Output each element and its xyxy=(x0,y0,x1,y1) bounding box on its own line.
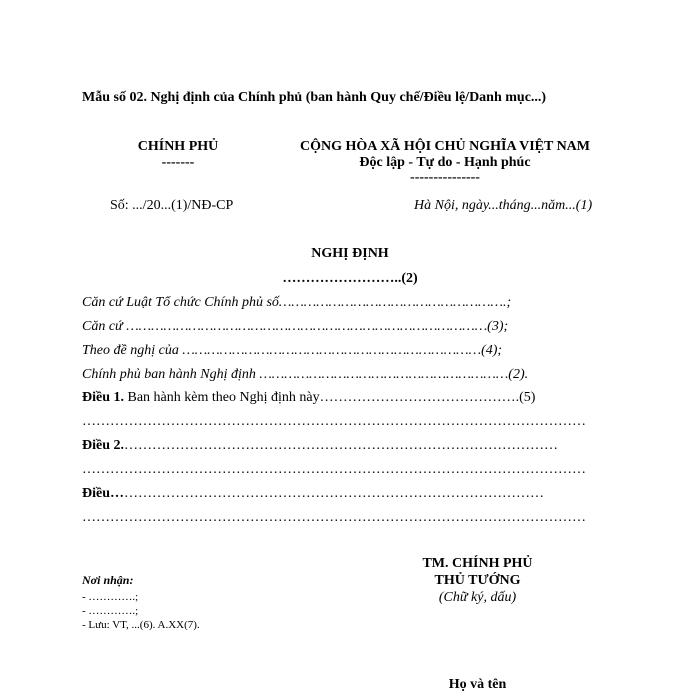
article-n-continuation: ……………………………………………………………………………………………… xyxy=(82,510,586,525)
signer-name: Họ và tên xyxy=(448,677,507,692)
legal-basis-4: Chính phủ ban hành Nghị định ……………………………………………………(2). xyxy=(82,367,529,382)
article-1-continuation: ……………………………………………………………………………………………… xyxy=(82,414,586,429)
country-name: CỘNG HÒA XÃ HỘI CHỦ NGHĨA VIỆT NAM xyxy=(299,139,590,154)
document-title: NGHỊ ĐỊNH xyxy=(311,246,389,261)
article-1 xyxy=(82,390,535,406)
signature-note: (Chữ ký, dấu) xyxy=(438,590,517,605)
article-n xyxy=(82,486,544,502)
article-n-text: ……………………………………………………………………………… xyxy=(124,486,544,501)
recipient-item: - ………….; xyxy=(82,591,139,603)
sign-on-behalf: TM. CHÍNH PHỦ xyxy=(422,556,533,571)
national-motto: Độc lập - Tự do - Hạnh phúc xyxy=(359,155,531,170)
legal-basis-2: Căn cứ ……………………………………………………………………………(3); xyxy=(82,319,509,334)
article-1-label: Điều 1. xyxy=(82,390,124,405)
document-number: Số: .../20...(1)/NĐ-CP xyxy=(110,198,234,213)
article-1-text: Ban hành kèm theo Nghị định này…………………………………….(5) xyxy=(124,390,536,405)
legal-basis-3: Theo đề nghị của ………………………………………………………………(4); xyxy=(82,343,503,358)
recipients-label: Nơi nhận: xyxy=(82,573,134,587)
form-title: Mẫu số 02. Nghị định của Chính phủ (ban hành Quy chế/Điều lệ/Danh mục...) xyxy=(82,90,547,105)
legal-basis-1: Căn cứ Luật Tổ chức Chính phủ số……………………………………………….; xyxy=(82,295,512,310)
article-n-label: Điều… xyxy=(82,486,124,501)
article-2-continuation: ……………………………………………………………………………………………… xyxy=(82,462,586,477)
article-2-text: ………………………………………………………………………………… xyxy=(124,438,558,453)
archive-note: - Lưu: VT, ...(6). A.XX(7). xyxy=(82,619,200,631)
article-2 xyxy=(82,438,558,454)
recipient-item: - ………….; xyxy=(82,605,139,617)
place-and-date: Hà Nội, ngày...tháng...năm...(1) xyxy=(414,198,593,213)
article-2-label: Điều 2. xyxy=(82,438,124,453)
signer-title: THỦ TƯỚNG xyxy=(434,573,521,588)
issuer-rule: ------- xyxy=(161,155,195,170)
issuer-name: CHÍNH PHỦ xyxy=(137,139,219,154)
document-subject: ……………………..(2) xyxy=(282,271,418,286)
motto-rule: --------------- xyxy=(410,170,480,185)
